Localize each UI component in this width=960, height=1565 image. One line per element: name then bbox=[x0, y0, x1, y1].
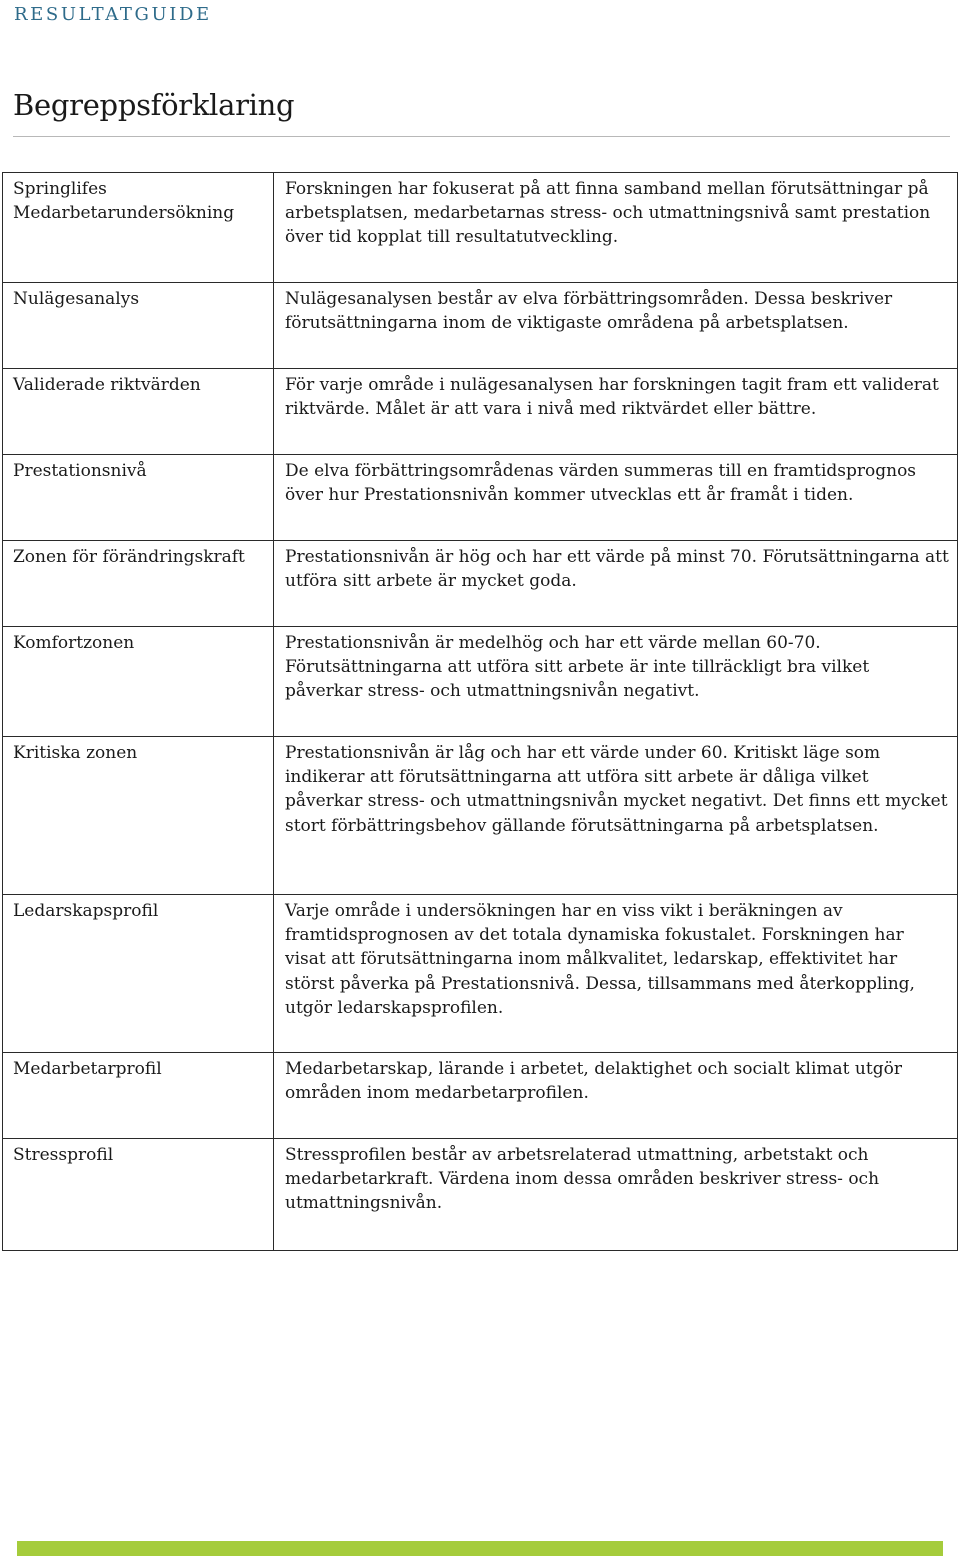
definition-cell: För varje område i nulägesanalysen har forskningen tagit fram ett validerat riktvärde. Målet är att vara i nivå med riktvärdet eller bättre. bbox=[274, 369, 958, 455]
definition-cell: Prestationsnivån är hög och har ett värde på minst 70. Förutsättningarna att utföra sitt arbete är mycket goda. bbox=[274, 541, 958, 627]
table-row bbox=[3, 369, 958, 455]
table-row bbox=[3, 737, 958, 895]
running-header: RESULTATGUIDE bbox=[14, 4, 212, 25]
footer-accent-bar bbox=[17, 1541, 943, 1556]
table-row bbox=[3, 1053, 958, 1139]
page-title: Begreppsförklaring bbox=[13, 88, 295, 122]
definition-cell: Stressprofilen består av arbetsrelaterad utmattning, arbetstakt och medarbetarkraft. Värdena inom dessa områden beskriver stress- och utmattningsnivån. bbox=[274, 1139, 958, 1251]
glossary-table bbox=[2, 172, 958, 1251]
term-cell: Prestationsnivå bbox=[3, 455, 274, 541]
table-row bbox=[3, 283, 958, 369]
table-row bbox=[3, 173, 958, 283]
table-row bbox=[3, 541, 958, 627]
table-row bbox=[3, 1139, 958, 1251]
definition-cell: Prestationsnivån är medelhög och har ett värde mellan 60-70. Förutsättningarna att utföra sitt arbete är inte tillräckligt bra vilket påverkar stress- och utmattningsnivån negativt. bbox=[274, 627, 958, 737]
definition-cell: De elva förbättringsområdenas värden summeras till en framtidsprognos över hur Prestationsnivån kommer utvecklas ett år framåt i tiden. bbox=[274, 455, 958, 541]
definition-cell: Nulägesanalysen består av elva förbättringsområden. Dessa beskriver förutsättningarna inom de viktigaste områdena på arbetsplatsen. bbox=[274, 283, 958, 369]
term-cell: Medarbetarprofil bbox=[3, 1053, 274, 1139]
term-cell: Nulägesanalys bbox=[3, 283, 274, 369]
definition-cell: Prestationsnivån är låg och har ett värde under 60. Kritiskt läge som indikerar att förutsättningarna att utföra sitt arbete är dåliga vilket påverkar stress- och utmattningsnivån mycket negativt. Det finns ett mycket stort förbättringsbehov gällande förutsättningarna på arbetsplatsen. bbox=[274, 737, 958, 895]
term-cell: Kritiska zonen bbox=[3, 737, 274, 895]
term-cell: Komfortzonen bbox=[3, 627, 274, 737]
term-cell: Zonen för förändringskraft bbox=[3, 541, 274, 627]
table-row bbox=[3, 895, 958, 1053]
definition-cell: Medarbetarskap, lärande i arbetet, delaktighet och socialt klimat utgör områden inom medarbetarprofilen. bbox=[274, 1053, 958, 1139]
definition-cell: Forskningen har fokuserat på att finna samband mellan förutsättningar på arbetsplatsen, medarbetarnas stress- och utmattningsnivå samt prestation över tid kopplat till resultatutveckling. bbox=[274, 173, 958, 283]
definition-cell: Varje område i undersökningen har en viss vikt i beräkningen av framtidsprognosen av det totala dynamiska fokustalet. Forskningen har visat att förutsättningarna inom målkvalitet, ledarskap, effektivitet har störst påverka på Prestationsnivå. Dessa, tillsammans med återkoppling, utgör ledarskapsprofilen. bbox=[274, 895, 958, 1053]
term-cell: Springlifes Medarbetarundersökning bbox=[3, 173, 274, 283]
title-divider bbox=[13, 136, 950, 137]
term-cell: Validerade riktvärden bbox=[3, 369, 274, 455]
term-cell: Stressprofil bbox=[3, 1139, 274, 1251]
term-cell: Ledarskapsprofil bbox=[3, 895, 274, 1053]
table-row bbox=[3, 455, 958, 541]
table-row bbox=[3, 627, 958, 737]
